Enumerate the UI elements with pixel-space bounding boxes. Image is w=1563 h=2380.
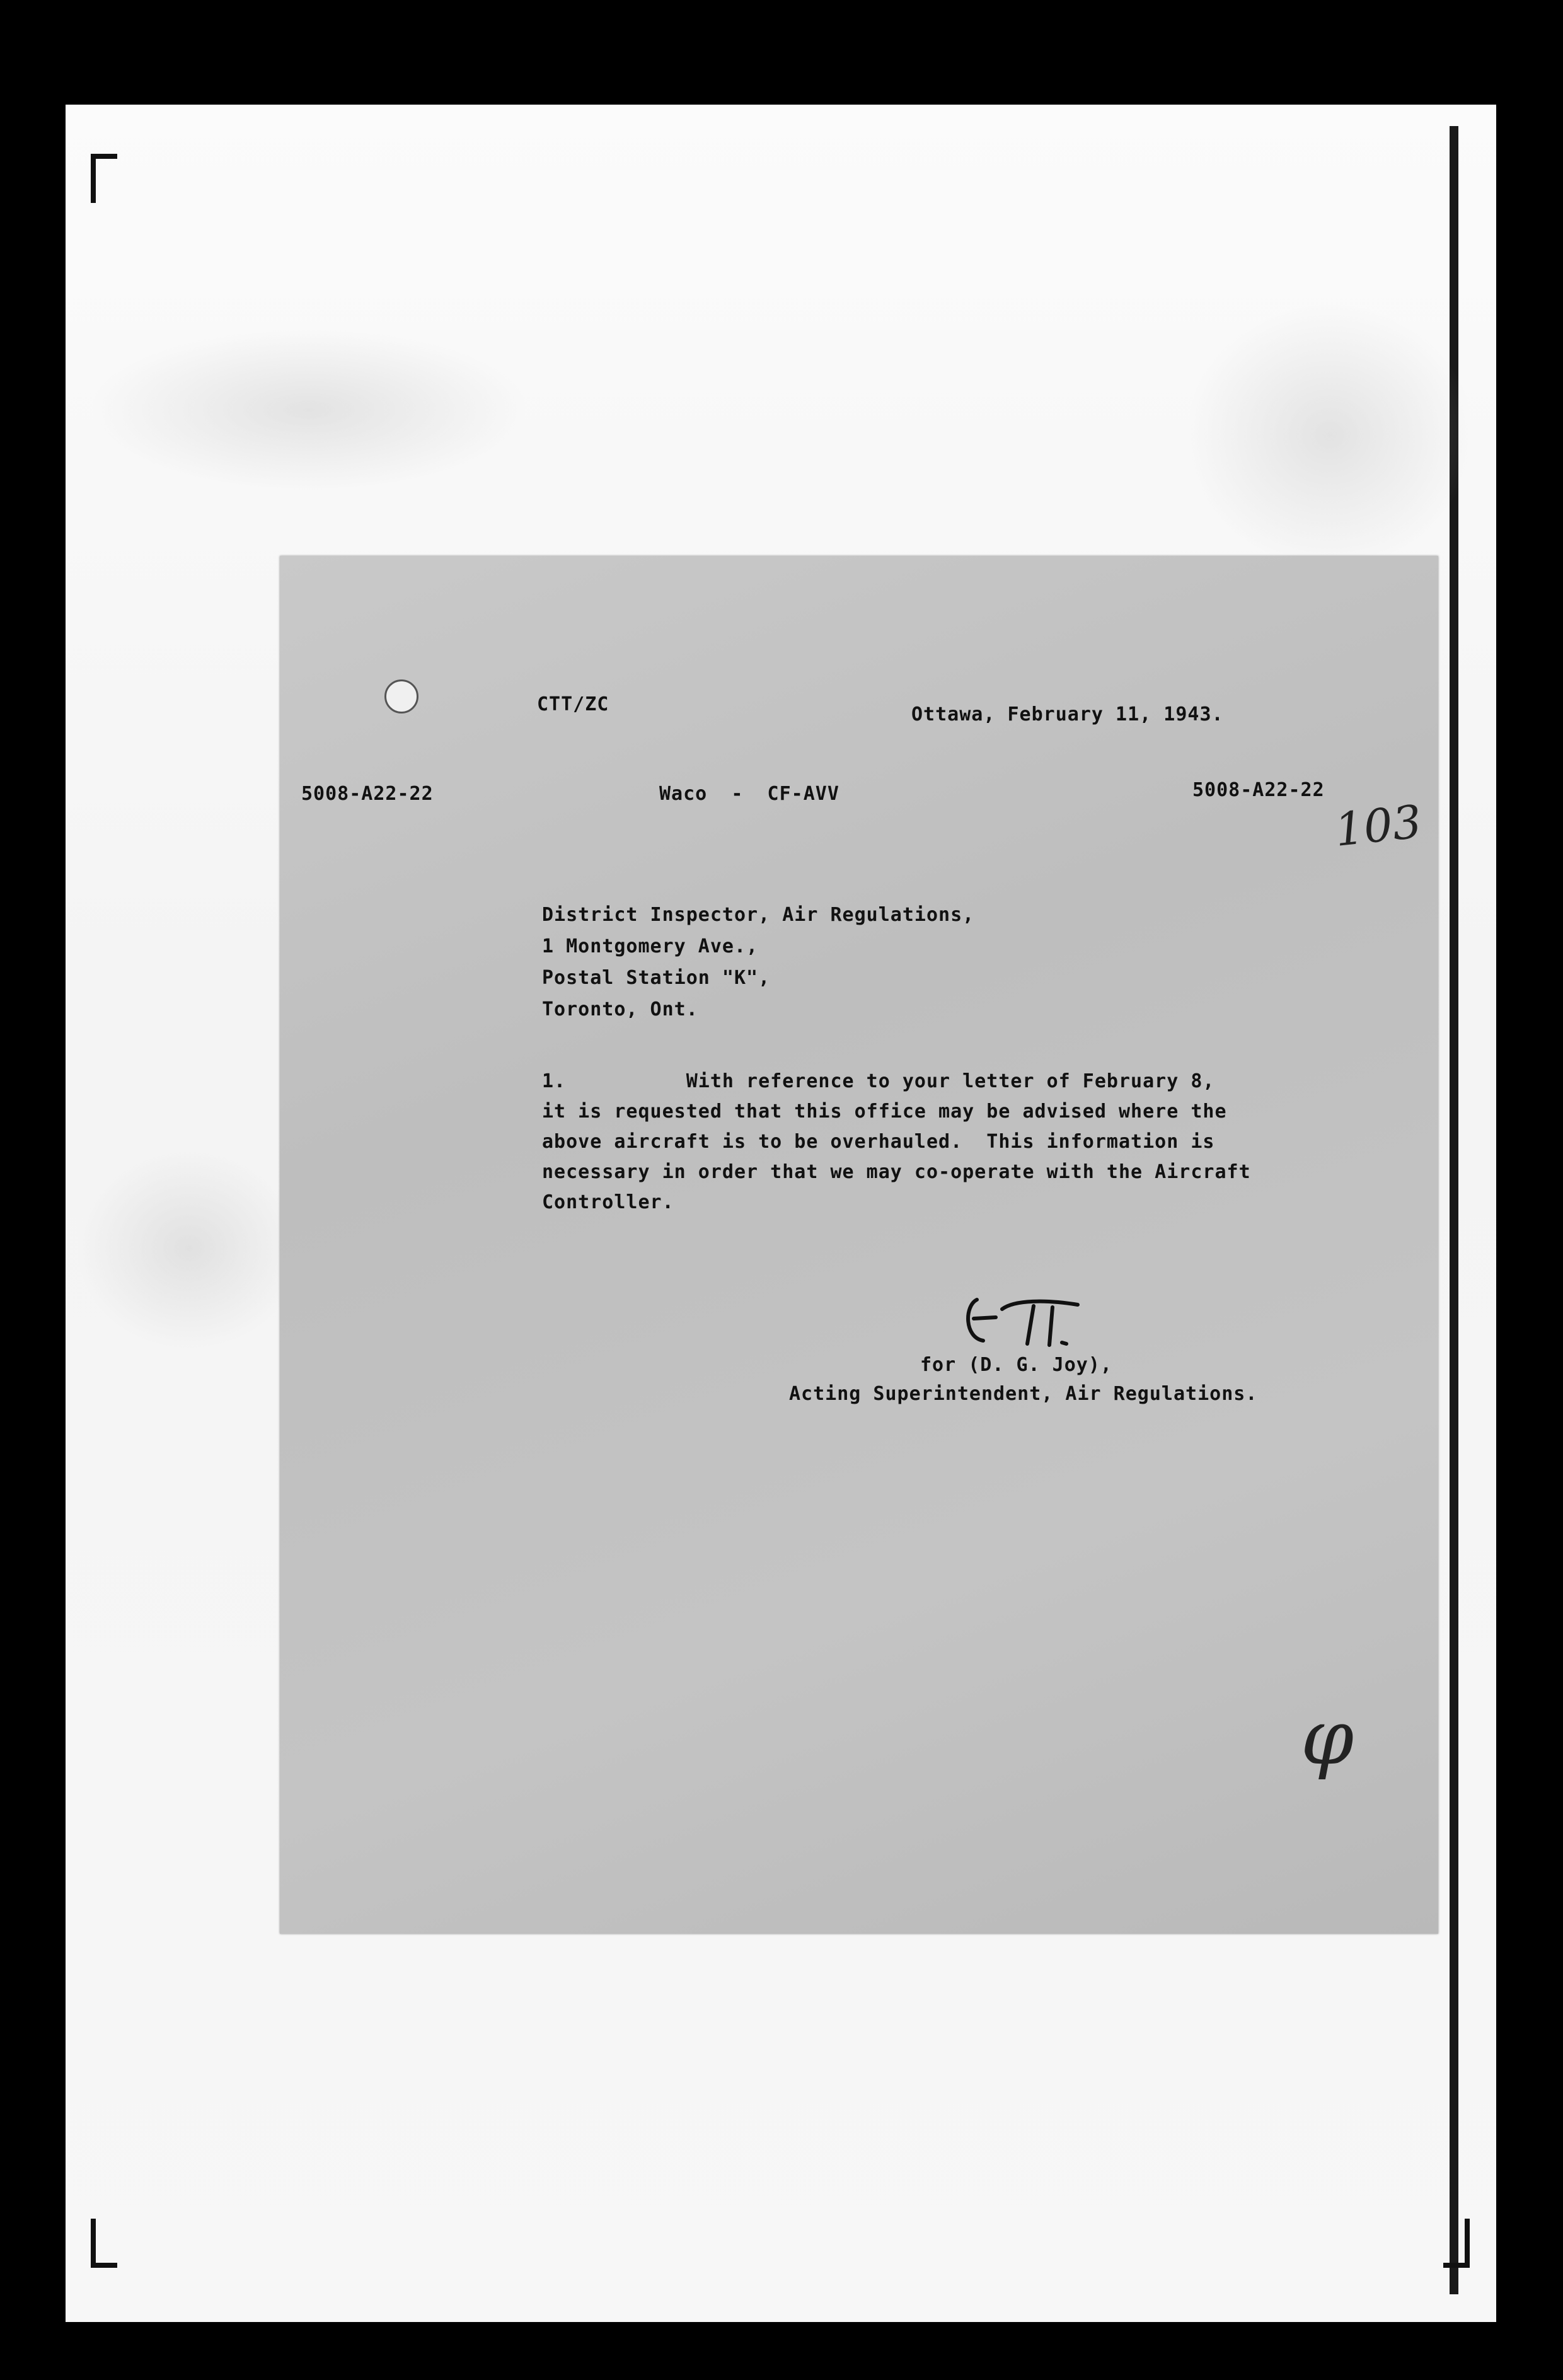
body-line: 1. With reference to your letter of February 8, — [542, 1070, 1215, 1092]
reference-code: CTT/ZC — [537, 693, 609, 715]
signature-for-line: for (D. G. Joy), — [920, 1354, 1112, 1376]
body-line: necessary in order that we may co-operate with the Aircraft — [542, 1161, 1251, 1183]
body-line: it is requested that this office may be advised where the — [542, 1100, 1227, 1123]
recipient-line: 1 Montgomery Ave., — [542, 935, 759, 957]
letter-sheet — [280, 556, 1438, 1934]
stain — [1185, 303, 1475, 567]
recipient-line: District Inspector, Air Regulations, — [542, 904, 975, 926]
handwritten-mark: φ — [1301, 1694, 1354, 1782]
file-number-right: 5008-A22-22 — [1192, 779, 1325, 801]
crop-mark-bottom-left — [91, 2219, 117, 2268]
recipient-line: Postal Station "K", — [542, 967, 771, 989]
crop-mark-bottom-right — [1443, 2219, 1470, 2268]
stain — [88, 328, 529, 492]
body-line: above aircraft is to be overhauled. This information is — [542, 1131, 1215, 1153]
signature-initials — [958, 1287, 1097, 1356]
crop-mark-top-left — [91, 154, 117, 203]
file-number-left: 5008-A22-22 — [301, 783, 434, 805]
punch-hole — [384, 679, 418, 713]
handwritten-page-number: 103 — [1332, 795, 1424, 857]
body-line: Controller. — [542, 1191, 674, 1213]
recipient-line: Toronto, Ont. — [542, 998, 698, 1020]
subject-line: Waco - CF-AVV — [659, 783, 839, 805]
stain — [76, 1147, 303, 1349]
date-line: Ottawa, February 11, 1943. — [911, 703, 1224, 725]
signature-title: Acting Superintendent, Air Regulations. — [789, 1383, 1258, 1405]
